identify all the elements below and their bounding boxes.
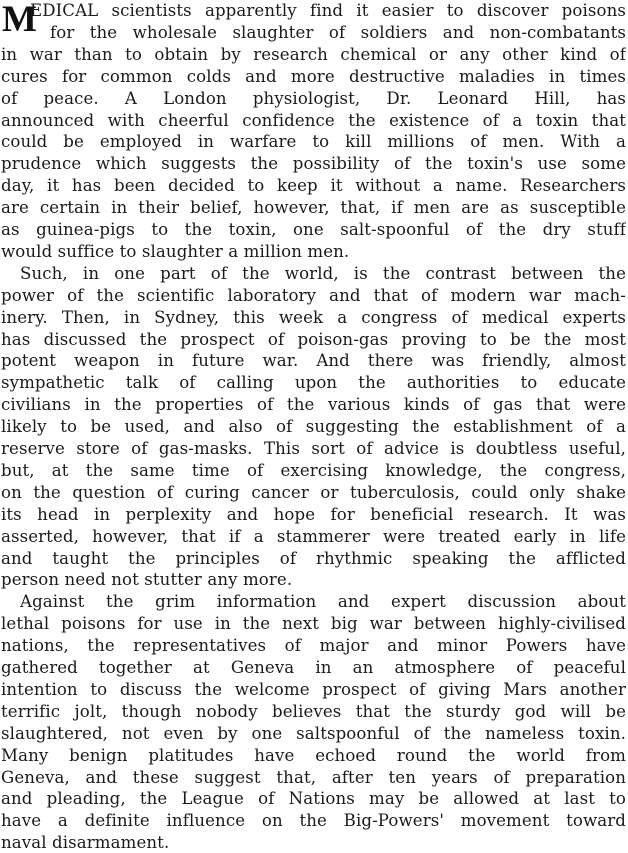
text-line: civilians in the properties of the various kinds of gas that were <box>1 395 626 415</box>
text-line: likely to be used, and also of suggesting the establishment of a <box>1 417 626 437</box>
text-line: nations, the representatives of major and minor Powers have <box>1 636 626 656</box>
text-line: Many benign platitudes have echoed round the world from <box>1 745 626 765</box>
text-line: terrific jolt, though nobody believes that the sturdy god will be <box>1 701 626 721</box>
text-line: naval disarmament. <box>1 833 170 853</box>
text-line: but, at the same time of exercising knowledge, the congress, <box>1 460 626 480</box>
text-line: has discussed the prospect of poison-gas proving to be the most <box>1 329 626 349</box>
text-line: reserve store of gas-masks. This sort of advice is doubtless useful, <box>1 439 626 458</box>
text-line: person need not stutter any more. <box>1 570 293 590</box>
text-line: as guinea-pigs to the toxin, one salt-spoonful of the dry stuff <box>1 220 626 239</box>
text-line: and pleading, the League of Nations may be allowed at last to <box>1 789 626 809</box>
text-line: lethal poisons for use in the next big war between highly-civilised <box>1 614 626 634</box>
text-line: in war than to obtain by research chemical or any other kind of <box>1 44 626 64</box>
text-line: slaughtered, not even by one saltspoonful of the nameless toxin. <box>1 723 626 743</box>
text-line: intention to discuss the welcome prospect of giving Mars another <box>1 679 626 699</box>
text-line: of peace. A London physiologist, Dr. Leonard Hill, has <box>1 88 626 108</box>
text-line: EDICAL scientists apparently find it easier to discover poisons <box>30 1 626 20</box>
text-line: day, it has been decided to keep it without a name. Researchers <box>1 176 626 196</box>
text-line: Geneva, and these suggest that, after ten years of preparation <box>1 767 626 787</box>
text-line: sympathetic talk of calling upon the authorities to educate <box>1 373 626 393</box>
text-line: inery. Then, in Sydney, this week a congress of medical experts <box>1 307 626 327</box>
text-line: prudence which suggests the possibility of the toxin's use some <box>1 154 626 174</box>
drop-cap: M <box>2 0 38 40</box>
text-line: Against the grim information and expert discussion about <box>20 592 626 612</box>
text-line: for the wholesale slaughter of soldiers and non-combatants <box>50 22 626 42</box>
text-line: potent weapon in future war. And there was friendly, almost <box>1 351 626 371</box>
text-line: Such, in one part of the world, is the contrast between the <box>20 263 626 283</box>
text-line: would suffice to slaughter a million men. <box>1 241 350 261</box>
text-line: on the question of curing cancer or tuberculosis, could only shake <box>1 482 626 502</box>
text-line: gathered together at Geneva in an atmosphere of peaceful <box>1 658 626 677</box>
text-line: power of the scientific laboratory and that of modern war mach- <box>1 285 626 305</box>
text-line: and taught the principles of rhythmic speaking the afflicted <box>1 548 626 568</box>
text-line: could be employed in warfare to kill millions of men. With a <box>1 132 626 152</box>
text-line: are certain in their belief, however, that, if men are as susceptible <box>1 198 626 218</box>
text-line: cures for common colds and more destructive maladies in times <box>1 66 626 86</box>
text-line: asserted, however, that if a stammerer were treated early in life <box>1 526 626 546</box>
text-line: have a definite influence on the Big-Powers' movement toward <box>1 811 626 831</box>
text-line: its head in perplexity and hope for beneficial research. It was <box>1 504 626 524</box>
text-line: announced with cheerful confidence the existence of a toxin that <box>1 110 626 130</box>
